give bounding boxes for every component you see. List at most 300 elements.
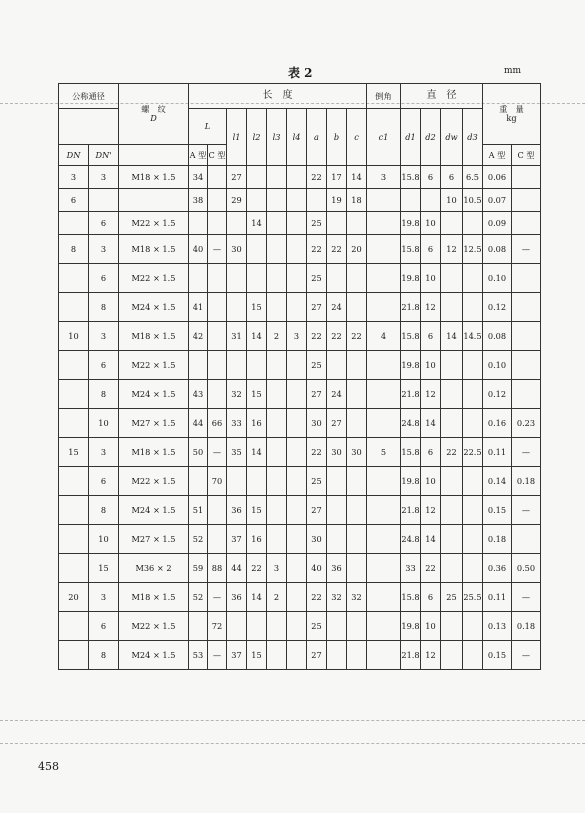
cell-a: 27 [307,496,327,525]
cell-d2: 10 [421,212,441,235]
cell-wA: 0.10 [483,351,512,380]
cell-c: 14 [347,166,367,189]
cell-l2: 15 [247,380,267,409]
cell-l3: 3 [267,554,287,583]
cell-c1 [367,554,401,583]
cell-wA: 0.36 [483,554,512,583]
cell-b: 30 [327,438,347,467]
cell-c1 [367,409,401,438]
cell-wC [512,322,541,351]
cell-a: 27 [307,641,327,670]
cell-dnp: 8 [89,496,119,525]
cell-LA: 59 [189,554,208,583]
cell-l1: 31 [227,322,247,351]
cell-thread: M24 × 1.5 [119,293,189,322]
cell-l2: 14 [247,438,267,467]
cell-l2: 15 [247,641,267,670]
cell-d1: 15.8 [401,166,421,189]
cell-a: 27 [307,380,327,409]
cell-d2 [421,189,441,212]
cell-a: 25 [307,612,327,641]
cell-l1: 32 [227,380,247,409]
cell-wA: 0.15 [483,496,512,525]
cell-c [347,496,367,525]
cell-d3: 12.5 [463,235,483,264]
cell-dnp: 8 [89,641,119,670]
cell-thread: M27 × 1.5 [119,525,189,554]
cell-c1 [367,467,401,496]
table-caption [0,64,585,80]
cell-d3 [463,641,483,670]
cell-l4 [287,467,307,496]
cell-a: 22 [307,438,327,467]
cell-b: 24 [327,293,347,322]
cell-LA: 44 [189,409,208,438]
cell-LA: 40 [189,235,208,264]
cell-wA: 0.07 [483,189,512,212]
cell-LC [208,293,227,322]
header-nominal-dia: 公称通径 [59,84,119,109]
cell-l2 [247,351,267,380]
header-thread: 螺 纹 D [119,84,189,145]
cell-LA: 34 [189,166,208,189]
cell-a: 22 [307,166,327,189]
cell-b: 19 [327,189,347,212]
cell-dn [59,612,89,641]
cell-b: 22 [327,322,347,351]
cell-d3 [463,612,483,641]
header-b: b [327,109,347,166]
cell-l3 [267,525,287,554]
cell-dn [59,467,89,496]
cell-dw: 22 [441,438,463,467]
cell-l3 [267,189,287,212]
header-weight-A: A 型 [483,145,512,166]
cell-l2 [247,189,267,212]
cell-c1 [367,293,401,322]
cell-b [327,496,347,525]
cell-dw [441,380,463,409]
cell-c1 [367,212,401,235]
cell-l4: 3 [287,322,307,351]
cell-dw [441,612,463,641]
header-DN: DN [59,145,89,166]
cell-dnp: 8 [89,293,119,322]
cell-a: 27 [307,293,327,322]
cell-thread: M22 × 1.5 [119,467,189,496]
cell-wC [512,264,541,293]
table-row [59,351,541,380]
cell-a: 22 [307,583,327,612]
cell-l4 [287,293,307,322]
cell-l4 [287,438,307,467]
cell-LA: 51 [189,496,208,525]
cell-d2: 14 [421,409,441,438]
cell-a: 40 [307,554,327,583]
header-L-A: A 型 [189,145,208,166]
cell-c [347,380,367,409]
cell-dnp: 6 [89,612,119,641]
cell-d1: 21.8 [401,293,421,322]
cell-d2: 6 [421,583,441,612]
header-weight-C: C 型 [512,145,541,166]
cell-d2: 12 [421,293,441,322]
cell-l1 [227,293,247,322]
cell-l2 [247,235,267,264]
cell-c1 [367,525,401,554]
cell-b: 17 [327,166,347,189]
cell-d2: 10 [421,467,441,496]
cell-b [327,467,347,496]
cell-l4 [287,525,307,554]
cell-dnp: 6 [89,351,119,380]
cell-dn: 3 [59,166,89,189]
cell-l2: 16 [247,409,267,438]
cell-l2 [247,467,267,496]
cell-dw [441,554,463,583]
cell-wA: 0.18 [483,525,512,554]
header-l1: l1 [227,109,247,166]
cell-c [347,264,367,293]
cell-dn [59,293,89,322]
cell-d2: 22 [421,554,441,583]
cell-l4 [287,189,307,212]
cell-LC: — [208,641,227,670]
cell-c [347,409,367,438]
cell-thread: M24 × 1.5 [119,380,189,409]
table-row [59,235,541,264]
cell-wC: 0.18 [512,612,541,641]
cell-wA: 0.08 [483,235,512,264]
cell-dn: 10 [59,322,89,351]
cell-d3: 22.5 [463,438,483,467]
cell-l2: 16 [247,525,267,554]
cell-thread: M18 × 1.5 [119,166,189,189]
cell-wA: 0.15 [483,641,512,670]
cell-dn [59,525,89,554]
cell-LC: 66 [208,409,227,438]
cell-dnp: 3 [89,166,119,189]
table-row [59,496,541,525]
cell-wC [512,380,541,409]
cell-LA: 52 [189,525,208,554]
cell-b: 36 [327,554,347,583]
cell-LA: 41 [189,293,208,322]
cell-d2: 6 [421,166,441,189]
cell-d3: 25.5 [463,583,483,612]
cell-dnp [89,189,119,212]
cell-dn: 15 [59,438,89,467]
cell-dn: 8 [59,235,89,264]
cell-thread: M22 × 1.5 [119,612,189,641]
cell-d2: 6 [421,438,441,467]
cell-wC [512,166,541,189]
cell-wC [512,212,541,235]
cell-c1 [367,235,401,264]
cell-dnp: 10 [89,409,119,438]
cell-dw [441,525,463,554]
cell-l4 [287,496,307,525]
cell-l4 [287,612,307,641]
cell-LC: 70 [208,467,227,496]
cell-a: 30 [307,525,327,554]
table-unit: mm [504,66,522,76]
cell-a: 22 [307,235,327,264]
cell-d1: 19.8 [401,351,421,380]
cell-dnp: 6 [89,467,119,496]
header-diameter: 直 径 [401,84,483,109]
cell-c1: 3 [367,166,401,189]
cell-d3 [463,212,483,235]
cell-dw: 14 [441,322,463,351]
cell-c: 20 [347,235,367,264]
cell-a: 25 [307,264,327,293]
cell-c1: 5 [367,438,401,467]
cell-d1: 21.8 [401,641,421,670]
cell-l2: 14 [247,322,267,351]
cell-c1 [367,641,401,670]
cell-dw [441,264,463,293]
cell-dw: 12 [441,235,463,264]
cell-l2 [247,264,267,293]
cell-l1: 33 [227,409,247,438]
cell-b: 32 [327,583,347,612]
cell-l1: 37 [227,525,247,554]
cell-thread: M18 × 1.5 [119,583,189,612]
header-DNp: DN' [89,145,119,166]
header-chamfer: 倒角 [367,84,401,109]
header-dw: dw [441,109,463,166]
cell-dw: 6 [441,166,463,189]
cell-dn [59,212,89,235]
cell-thread: M18 × 1.5 [119,438,189,467]
table-title: 表 2 [288,66,313,80]
cell-a: 30 [307,409,327,438]
cell-d1: 21.8 [401,380,421,409]
cell-d1: 24.8 [401,525,421,554]
cell-d1: 15.8 [401,322,421,351]
cell-l3 [267,212,287,235]
cell-a [307,189,327,212]
cell-dnp: 3 [89,235,119,264]
cell-d3 [463,351,483,380]
fitting-dimension-table [58,83,541,670]
cell-LC [208,322,227,351]
scan-artifact-line [0,720,585,721]
cell-c: 32 [347,583,367,612]
cell-l3: 2 [267,583,287,612]
cell-a: 25 [307,467,327,496]
cell-LA: 50 [189,438,208,467]
cell-c1: 4 [367,322,401,351]
cell-LC: — [208,438,227,467]
cell-c [347,641,367,670]
cell-l2: 22 [247,554,267,583]
cell-dw [441,351,463,380]
table-row [59,409,541,438]
cell-d3 [463,496,483,525]
cell-dw [441,293,463,322]
cell-c1 [367,351,401,380]
cell-wC: — [512,583,541,612]
cell-l4 [287,380,307,409]
cell-c1 [367,612,401,641]
cell-d3 [463,293,483,322]
cell-dn [59,380,89,409]
cell-LA: 52 [189,583,208,612]
cell-d1: 15.8 [401,583,421,612]
cell-wC [512,189,541,212]
header-l3: l3 [267,109,287,166]
cell-l3 [267,612,287,641]
cell-l3 [267,235,287,264]
cell-LC [208,189,227,212]
cell-dnp: 3 [89,322,119,351]
cell-l4 [287,235,307,264]
cell-l2: 15 [247,293,267,322]
cell-l2: 15 [247,496,267,525]
cell-thread: M18 × 1.5 [119,322,189,351]
cell-c1 [367,583,401,612]
cell-l4 [287,554,307,583]
cell-wA: 0.11 [483,438,512,467]
table-row [59,212,541,235]
cell-l1: 35 [227,438,247,467]
cell-wA: 0.08 [483,322,512,351]
cell-l2: 14 [247,212,267,235]
cell-b [327,525,347,554]
table-row [59,525,541,554]
cell-l4 [287,409,307,438]
cell-d1: 19.8 [401,467,421,496]
cell-dw [441,409,463,438]
header-c: c [347,109,367,166]
cell-l3 [267,166,287,189]
cell-LC: — [208,583,227,612]
cell-l1: 36 [227,583,247,612]
cell-thread: M22 × 1.5 [119,264,189,293]
cell-d1: 19.8 [401,212,421,235]
cell-c [347,293,367,322]
cell-dn [59,264,89,293]
cell-l4 [287,351,307,380]
table-row [59,380,541,409]
cell-c1 [367,264,401,293]
cell-LC [208,212,227,235]
cell-dn [59,409,89,438]
header-L-C: C 型 [208,145,227,166]
cell-c1 [367,189,401,212]
cell-dn [59,351,89,380]
cell-dnp: 3 [89,438,119,467]
cell-c: 18 [347,189,367,212]
cell-LC: — [208,235,227,264]
cell-wA: 0.11 [483,583,512,612]
cell-l4 [287,583,307,612]
cell-l4 [287,641,307,670]
cell-wA: 0.09 [483,212,512,235]
table-row [59,554,541,583]
cell-l4 [287,212,307,235]
cell-d2: 12 [421,641,441,670]
cell-LC [208,380,227,409]
cell-dw: 10 [441,189,463,212]
cell-dw [441,212,463,235]
cell-c [347,612,367,641]
table-row [59,641,541,670]
cell-LC: 88 [208,554,227,583]
header-thread-blank [119,145,189,166]
cell-LC [208,351,227,380]
cell-d2: 12 [421,380,441,409]
cell-l1: 30 [227,235,247,264]
table-row [59,612,541,641]
cell-d3 [463,380,483,409]
cell-c [347,351,367,380]
cell-wA: 0.16 [483,409,512,438]
cell-l3 [267,496,287,525]
cell-a: 25 [307,212,327,235]
cell-d3 [463,467,483,496]
cell-l3 [267,438,287,467]
cell-l4 [287,166,307,189]
cell-dn [59,554,89,583]
cell-l1 [227,351,247,380]
cell-dnp: 10 [89,525,119,554]
cell-l3 [267,264,287,293]
cell-thread [119,189,189,212]
table-row [59,467,541,496]
cell-b: 22 [327,235,347,264]
cell-c1 [367,380,401,409]
cell-d2: 14 [421,525,441,554]
header-weight: 重 量 kg [483,84,541,145]
cell-wC [512,293,541,322]
cell-a: 22 [307,322,327,351]
cell-d2: 10 [421,351,441,380]
cell-l1: 29 [227,189,247,212]
cell-d2: 6 [421,322,441,351]
table-row [59,322,541,351]
cell-wC: 0.50 [512,554,541,583]
cell-LA [189,212,208,235]
cell-b [327,212,347,235]
cell-dw [441,496,463,525]
cell-thread: M24 × 1.5 [119,641,189,670]
cell-l3 [267,293,287,322]
cell-wA: 0.12 [483,293,512,322]
cell-d1 [401,189,421,212]
cell-wC [512,351,541,380]
cell-d1: 15.8 [401,235,421,264]
cell-LA [189,351,208,380]
cell-l3 [267,467,287,496]
cell-c [347,467,367,496]
cell-dnp: 6 [89,264,119,293]
cell-LA [189,612,208,641]
cell-a: 25 [307,351,327,380]
cell-d3 [463,264,483,293]
cell-wA: 0.12 [483,380,512,409]
cell-d2: 6 [421,235,441,264]
cell-dnp: 3 [89,583,119,612]
cell-d1: 19.8 [401,264,421,293]
cell-l3 [267,380,287,409]
cell-l1 [227,212,247,235]
header-a: a [307,109,327,166]
cell-dnp: 8 [89,380,119,409]
cell-d3 [463,525,483,554]
